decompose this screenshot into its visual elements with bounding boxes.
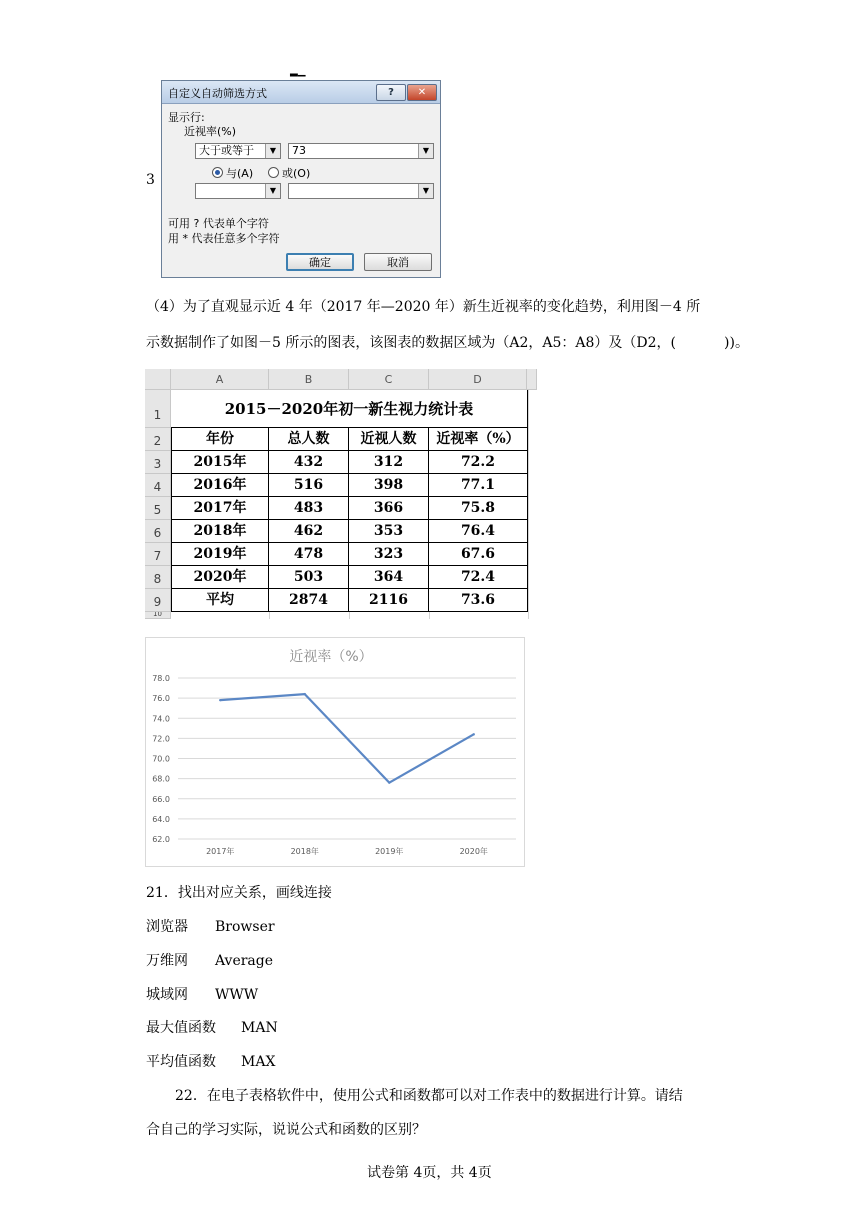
operator-select-1-value: 大于或等于 (199, 144, 254, 157)
q4-line-1: （4）为了直观显示近 4 年（2017 年—2020 年）新生近视率的变化趋势，利用图－4 所 (146, 299, 701, 315)
column-header-d[interactable]: D (429, 369, 527, 390)
y-tick-label: 74.0 (152, 714, 170, 724)
column-header-a[interactable]: A (171, 369, 269, 390)
spreadsheet (145, 369, 537, 619)
header-fragment: ▂▁ (290, 66, 306, 77)
table-cell[interactable]: 2018年 (171, 520, 269, 543)
help-button[interactable]: ? (376, 84, 406, 101)
table-cell[interactable]: 364 (349, 566, 429, 589)
sheet-title-cell[interactable]: 2015－2020年初一新生视力统计表 (171, 390, 528, 428)
row-header[interactable]: 5 (145, 497, 171, 520)
row-header[interactable]: 10 (145, 612, 171, 619)
row-header[interactable]: 7 (145, 543, 171, 566)
close-button[interactable]: ✕ (407, 84, 437, 101)
chevron-down-icon: ▼ (265, 184, 280, 198)
dialog-title-bar (162, 81, 440, 104)
table-cell[interactable]: 75.8 (429, 497, 528, 520)
table-cell[interactable]: 73.6 (429, 589, 528, 612)
row-header[interactable]: 1 (145, 390, 171, 428)
x-tick-label: 2019年 (375, 847, 404, 856)
custom-autofilter-dialog (161, 80, 441, 278)
cancel-button[interactable]: 取消 (364, 253, 432, 271)
gridline (269, 612, 270, 619)
table-cell[interactable]: 2116 (349, 589, 429, 612)
table-cell[interactable]: 2015年 (171, 451, 269, 474)
radio-or[interactable] (268, 167, 279, 178)
chevron-down-icon: ▼ (418, 184, 433, 198)
row-header[interactable]: 3 (145, 451, 171, 474)
q21-right-item: WWW (215, 987, 259, 1003)
q21-left-item: 平均值函数 (146, 1054, 216, 1070)
q22-line-2: 合自己的学习实际，说说公式和函数的区别？ (146, 1122, 426, 1138)
data-point (304, 693, 306, 695)
header-cell[interactable]: 近视人数 (349, 428, 429, 451)
dialog-title: 自定义自动筛选方式 (168, 87, 267, 100)
value-select-1-value: 73 (292, 144, 306, 157)
table-cell[interactable]: 平均 (171, 589, 269, 612)
y-tick-label: 66.0 (152, 794, 170, 804)
q21-right-item: Browser (215, 919, 275, 935)
radio-and-label: 与(A) (226, 167, 254, 180)
q22-line-1: 22．在电子表格软件中，使用公式和函数都可以对工作表中的数据进行计算。请结 (175, 1088, 683, 1104)
header-cell[interactable]: 近视率（%） (429, 428, 528, 451)
radio-and[interactable] (212, 167, 223, 178)
header-cell[interactable]: 总人数 (269, 428, 349, 451)
y-tick-label: 62.0 (152, 835, 170, 844)
q21-right-item: Average (215, 953, 274, 969)
column-header-c[interactable]: C (349, 369, 429, 390)
q21-left-item: 城域网 (146, 987, 188, 1003)
y-tick-label: 78.0 (152, 674, 170, 683)
row-header[interactable]: 2 (145, 428, 171, 451)
q21-right-item: MAX (241, 1054, 276, 1070)
y-tick-label: 64.0 (152, 814, 170, 824)
column-header-e[interactable] (527, 369, 537, 390)
x-tick-label: 2017年 (206, 847, 235, 856)
table-cell[interactable]: 2874 (269, 589, 349, 612)
table-cell[interactable]: 312 (349, 451, 429, 474)
table-cell[interactable]: 323 (349, 543, 429, 566)
operator-select-1[interactable] (195, 143, 281, 159)
table-cell[interactable]: 516 (269, 474, 349, 497)
chevron-down-icon: ▼ (418, 144, 433, 158)
table-cell[interactable]: 478 (269, 543, 349, 566)
data-point (473, 733, 475, 735)
table-cell[interactable]: 503 (269, 566, 349, 589)
row-header[interactable]: 6 (145, 520, 171, 543)
table-cell[interactable]: 462 (269, 520, 349, 543)
table-cell[interactable]: 76.4 (429, 520, 528, 543)
q21-left-item: 浏览器 (146, 919, 188, 935)
q4-line-2 (146, 333, 749, 353)
y-tick-label: 72.0 (152, 734, 170, 744)
table-cell[interactable]: 353 (349, 520, 429, 543)
table-cell[interactable]: 72.2 (429, 451, 528, 474)
chart-svg (146, 638, 524, 866)
header-cell[interactable]: 年份 (171, 428, 269, 451)
value-select-1[interactable] (288, 143, 434, 159)
q4-line-2-tail: ))。 (724, 335, 749, 351)
operator-select-2[interactable] (195, 183, 281, 199)
table-cell[interactable]: 2020年 (171, 566, 269, 589)
data-point (388, 781, 390, 783)
hint-single-char: 可用 ? 代表单个字符 (168, 217, 269, 230)
row-header[interactable]: 9 (145, 589, 171, 612)
x-tick-label: 2018年 (290, 847, 319, 856)
question-number-3: 3 (146, 172, 155, 188)
gridline (349, 612, 350, 619)
chart-title: 近视率（%） (289, 649, 373, 665)
q21-right-item: MAN (241, 1020, 278, 1036)
value-select-2[interactable] (288, 183, 434, 199)
q21-prompt: 21．找出对应关系，画线连接 (146, 885, 332, 901)
row-header[interactable]: 4 (145, 474, 171, 497)
y-tick-label: 68.0 (152, 774, 170, 784)
q21-left-item: 万维网 (146, 953, 188, 969)
page-footer: 试卷第 4页，共 4页 (367, 1165, 492, 1181)
hint-multi-char: 用 * 代表任意多个字符 (168, 232, 280, 245)
ok-button[interactable]: 确定 (286, 253, 354, 271)
chevron-down-icon: ▼ (265, 144, 280, 158)
y-tick-label: 70.0 (152, 754, 170, 764)
select-all-corner[interactable] (145, 369, 171, 390)
table-cell[interactable]: 432 (269, 451, 349, 474)
field-label: 近视率(%) (184, 125, 237, 138)
table-cell[interactable]: 2016年 (171, 474, 269, 497)
gridline (429, 612, 430, 619)
table-cell[interactable]: 2017年 (171, 497, 269, 520)
q4-line-2-text: 示数据制作了如图－5 所示的图表，该图表的数据区域为（A2，A5：A8）及（D2，( (146, 335, 677, 351)
table-cell[interactable]: 2019年 (171, 543, 269, 566)
data-point (219, 699, 221, 701)
row-header[interactable]: 8 (145, 566, 171, 589)
table-cell[interactable]: 366 (349, 497, 429, 520)
gridline (528, 390, 529, 619)
column-header-b[interactable]: B (269, 369, 349, 390)
table-cell[interactable]: 67.6 (429, 543, 528, 566)
table-cell[interactable]: 72.4 (429, 566, 528, 589)
table-cell[interactable]: 398 (349, 474, 429, 497)
show-rows-label: 显示行: (168, 111, 205, 124)
y-tick-label: 76.0 (152, 694, 170, 704)
q21-left-item: 最大值函数 (146, 1020, 216, 1036)
radio-or-label: 或(O) (282, 167, 311, 180)
line-chart (145, 637, 525, 867)
x-tick-label: 2020年 (459, 847, 488, 856)
table-cell[interactable]: 483 (269, 497, 349, 520)
table-cell[interactable]: 77.1 (429, 474, 528, 497)
